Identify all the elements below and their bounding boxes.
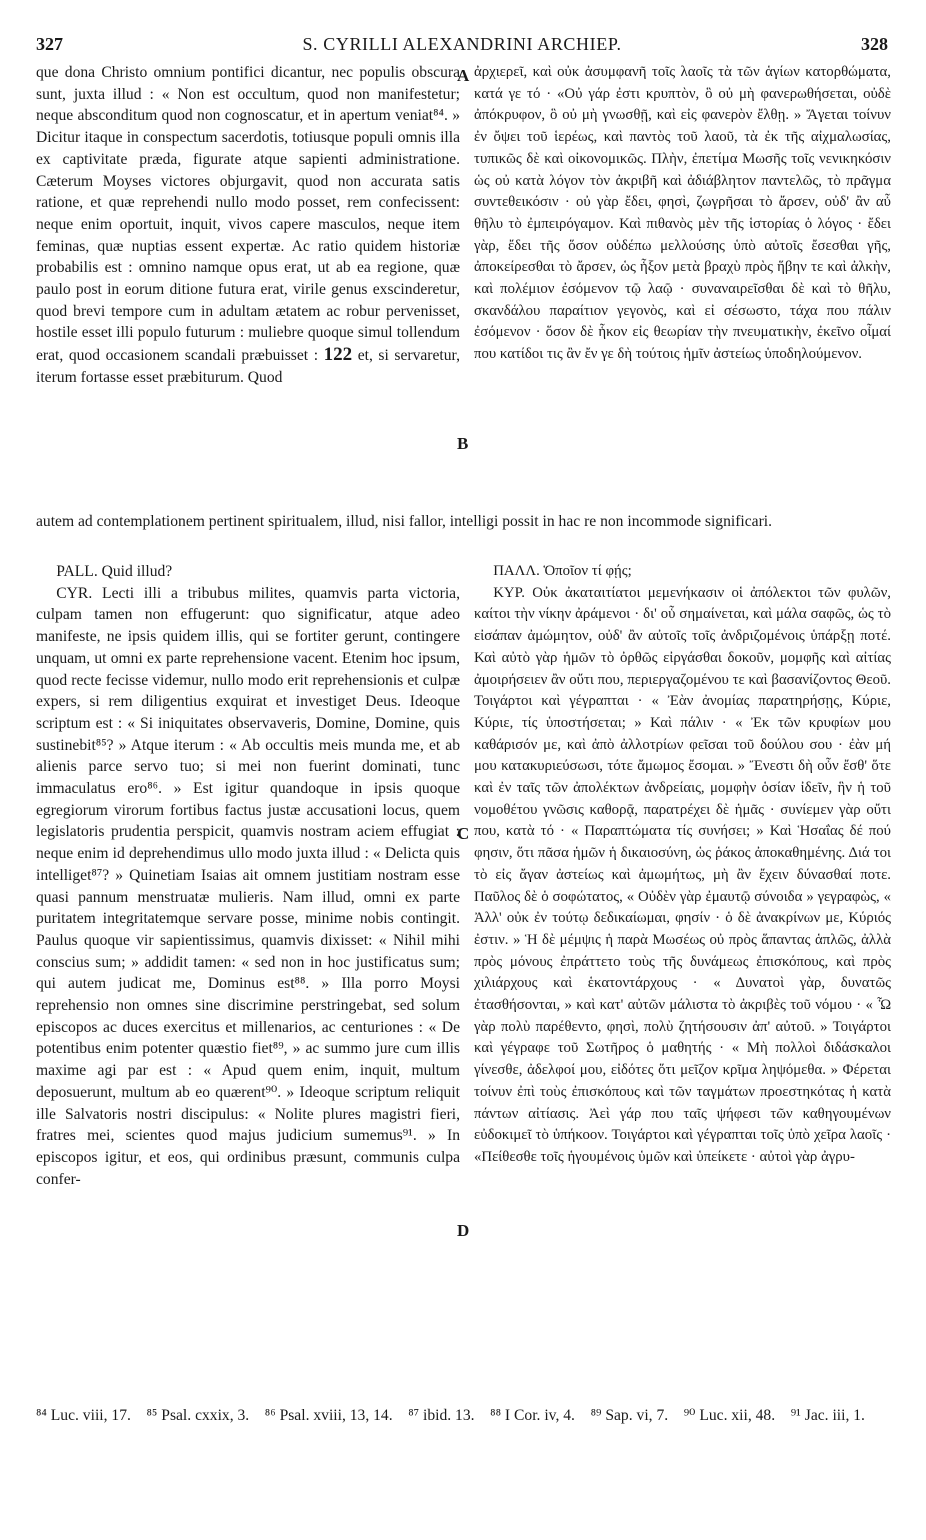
greek-column-top [474,62,891,366]
edition-page-number: 122 [323,344,353,366]
section-marker-a: A [457,66,470,85]
footnote: ⁸⁸ I Cor. iv, 4. [490,1407,575,1424]
speaker-pall: PALL. [56,563,98,580]
speaker-cyr-greek: ΚΥΡ. [493,584,525,601]
footnote: ⁹¹ Jac. iii, 1. [790,1407,865,1424]
speaker-cyr: CYR. [56,584,93,602]
latin-full-width-line: autem ad contemplationem pertinent spiritualem, illud, nisi fallor, intelligi possit in hac re non incommode significari. [36,513,773,530]
greek-cyr-paragraph: ΚΥΡ. Οὐκ ἀκαταιτίατοι μεμενήκασιν οἱ ἀπόλεκτοι τῶν φυλῶν, καίτοι τὴν νίκην ἀράμενοι · δι' οὗ σημαίνεται, καὶ μάλα σαφῶς, ὡς τὸ εἰσάπαν ἀμώμητον, οὐδ' ἂν αὐτοῖς τοῖς ἀνδριζομένοις ὑπάρξῃ ποτέ. Καὶ αὐτὸ γὰρ ἡμῶν τὸ ὀρθῶς εἰργάσθαι δοκοῦν, μομφῆς καὶ αἰτίας ἀμοιρήσειεν ἂν οὔτι που, περιεργαζομένου τε καὶ βασανίζοντος Θεοῦ. Τοιγάρτοι καὶ γέγραπται · « Ἐὰν ἀνομίας παρατηρήσῃς, Κύριε, Κύριε, τίς ὑποστήσεται; » Καὶ πάλιν · « Ἐκ τῶν κρυφίων μου καθάρισόν με, καὶ ἀπὸ ἀλλοτρίων φεῖσαι τοῦ δούλου σου · ἐὰν μή μου κατακυριεύσωσι, τότε ἄμωμος ἔσομαι. » Ἔνεστι δὴ οὖν ἔσθ' ὅτε καὶ ἐν ταῖς τῶν ἀπολέκτων ἀνδρείαις, μομφὴν ὁσίαν ἰδεῖν, ἣν ἡ τοῦ νομοθέτου γνῶσις καθορᾷ, παρατρέχει δὲ ἡμᾶς · συνίεμεν γὰρ οὔτι που, κατὰ τό · « Παραπτώματα τίς συνήσει; » Καὶ Ἡσαΐας δέ πού φησιν, ὅτι πᾶσα ἡμῶν ἡ δικαιοσύνη, ὡς ῥάκος ἀποκαθημένης. Διά τοι τὸ εἰς ἄγαν ἀστείως καὶ ἀμωμήτως, μὴ ἂν ἔχειν δύνασθαί ποτε. Παῦλος δὲ ὁ σοφώτατος, « Οὐδὲν γὰρ ἐμαυτῷ σύνοιδα » γεγραφὼς, « Ἀλλ' οὐκ ἐν τούτῳ δεδικαίωμαι, φησίν · ὁ δὲ ἀνακρίνων με, Κύριός ἐστιν. » Ἡ δὲ μέμψις ἡ παρὰ Μωσέως οὐ πρὸς ἅπαντας ἁπλῶς, ἀλλὰ πρὸς μόνους ἐπράττετο τοὺς τῆς δυνάμεως ἐπισκόπους, καὶ πρὸς χιλιάρχους καὶ ἑκατοντάρχους · « Δυνατοὶ γὰρ, δυνατῶς ἐτασθήσονται, » καὶ κατ' αὐτῶν μάλιστα τὸ ἀκριβὲς τοῦ νόμου · « Ὧ γὰρ πολὺ παρέθεντο, φησὶ, πολὺ ζητήσουσιν ἀπ' αὐτοῦ. » Τοιγάρτοι καὶ γέγραφε τοῦ Σωτῆρος ὁ μαθητής · « Μὴ πολλοὶ διδάσκαλοι γίνεσθε, ἀδελφοί μου, εἰδότες ὅτι μεῖζον κρῖμα ληψόμεθα. » Φέρεται τοίνυν ἐπὶ τοὺς ἐπισκόπους καὶ τῶν ταγμάτων προεστηκότας ἡ κατὰ πάντων αἰτίασις. Ἀεὶ γάρ που ταῖς ψήφεσι τῶν καθηγουμένων εὐδοκιμεῖ τὸ ὑπήκοον. Τοιγάρτοι καὶ γέγραπται τοῖς ὑπὸ χεῖρα λαοῖς · «Πείθεσθε τοῖς ἡγουμένοις ὑμῶν καὶ ὑπείκετε · αὐτοὶ γὰρ ἀγρυ- [474,584,891,1165]
latin-column-top [36,62,460,389]
page-header [36,32,888,56]
section-marker-b: B [457,434,469,453]
latin-column-dialogue [36,561,460,1190]
footnote: ⁸⁹ Sap. vi, 7. [590,1407,669,1424]
footnotes [36,1405,896,1426]
greek-column-dialogue [474,561,891,1169]
page-number-right: 328 [861,34,888,54]
footnote: ⁹⁰ Luc. xii, 48. [683,1407,776,1424]
running-title: S. CYRILLI ALEXANDRINI ARCHIEP. [302,34,622,54]
latin-paragraph-1: que dona Christo omnium pontifici dicantur, nec populis obscura sunt, juxta illud : « Non est occultum, quod non manifestetur; neque absconditum quod non cognoscatur, et in apertum veniat⁸⁴. » Dicitur itaque in conspectum sacerdotis, totiusque populi omnis illa ex captivitate præda, figurate atque sapienti administratione. Cæterum Moyses victores objurgavit, quod non accurata satis ratione, et quæ reprehendi nullo modo posset, rem confecissent: neque enim oportuit, inquit, vivos capere masculos, neque item feminas, quæ nuptias essent expertæ. Ac ratio quidem historiæ probabilis est : omnino namque opus erat, ut ab ea regione, quæ paulo post in eorum ditione futura erat, virile genus exscinderetur, quod brevi tempore cum in adultam ætatem ac robur pervenisset, hostile esset illi populo futurum : muliebre quoque simul tollendum erat, quod occasionem scandali præbuisset : 122 et, si servaretur, iterum fortasse esset præbiturum. Quod [36,64,461,386]
greek-pall-line: ΠΑΛΛ. Ὁποῖον τί φῄς; [493,563,632,579]
speaker-pall-greek: ΠΑΛΛ. [493,563,540,579]
latin-pall-line: PALL. Quid illud? [56,563,173,580]
section-marker-d: D [457,1221,470,1240]
greek-paragraph-1: ἀρχιερεῖ, καὶ οὐκ ἀσυμφανῆ τοῖς λαοῖς τὰ τῶν ἁγίων κατορθώματα, κατά γε τό · «Οὐ γάρ ἐστι κρυπτὸν, ὃ οὐ μὴ φανερωθήσεται, οὐδὲ ἀπόκρυφον, ὃ οὐ μὴ γνωσθῇ, καὶ εἰς φανερὸν ἔλθῃ. » Ἄγεται τοίνυν ἐν ὄψει τοῦ ἱερέως, καὶ παντὸς τοῦ λαοῦ, τὰ ἐκ τῆς αἰχμαλωσίας, τυπικῶς δὲ καὶ οἰκονομικῶς. Πλὴν, ἐπετίμα Μωσῆς τοῖς νενικηκόσιν ὡς οὐ κατὰ λόγον τὸν ἀκριβῆ καὶ ἀδιάβλητον παντελῶς, τὸ πρᾶγμα συντεθεικόσιν · οὐ γὰρ ἔδει, φησὶ, ζωγρῆσαι τὸ ἄρσεν, οὐδ' ἂν αὖ θῆλυ τὸ ἐμπειρόγαμον. Καὶ πιθανὸς μὲν τῆς ἱστορίας ὁ λόγος · ἔδει γὰρ, ἔδει τῆς ὅσον οὐδέπω μελλούσης ὑπὸ αὐτοῖς ἔσεσθαι γῆς, ἀποκείρεσθαι τὸ ἄρσεν, ὡς ἧξον μετὰ βραχὺ πρὸς ἥβην τε καὶ ἀλκὴν, καὶ πολέμιον ἐσόμενον τῷ λαῷ · συναναιρεῖσθαι δὲ καὶ τὸ θῆλυ, σκανδάλου παραίτιον γεγονὸς, καὶ εἰ σέσωστο, τάχα που πάλιν ἐσόμενον · ὅσον δὲ ἧκον εἰς θεωρίαν τὴν πνευματικὴν, ἐκεῖνο οἶμαί που κατίδοι τις ἂν ἔν γε δὴ τούτοις ἡμῖν ἀστείως ὑποδηλούμενον. [474,64,891,363]
footnote: ⁸⁵ Psal. cxxix, 3. [146,1407,250,1424]
page-number-left: 327 [36,34,63,54]
footnote: ⁸⁷ ibid. 13. [408,1407,475,1424]
latin-cyr-paragraph: CYR. Lecti illi a tribubus milites, quamvis parta victoria, culpam tamen non effugerunt: quo significatur, atque adeo manifeste, ne ipsis quidem illis, qui se fortiter gerunt, contingere unquam, ut omni ex parte reprehensione vacent. Etenim hoc ipsum, quod recte fecisse videmur, nullo modo erit reprehensionis et culpæ expers, si rem diligentius exquirat et investiget Deus. Ideoque scriptum est : « Si iniquitates observaveris, Domine, Domine, quis sustinebit⁸⁵? » Atque iterum : « Ab occultis meis munda me, et ab alienis parce servo tuo; si mei non fuerint dominati, tunc immaculatus ero⁸⁶. » Est igitur quandoque in ipsis quoque egregiorum virorum fortibus factus justæ accusationi locus, quem legislatoris prudentia perspicit, quamvis nostram aciem effugiat : neque enim id deprehendimus ullo modo juxta illud : « Delicta quis intelliget⁸⁷? » Quinetiam Isaias ait omnem justitiam nostram esse quasi pannum menstruatæ mulieris. Nam illud, omni ex parte puritatem integritatemque servare posse, minime nobis contingit. Paulus quoque vir sapientissimus, quamvis dixisset: « Nihil mihi conscius sum; » addidit tamen: « sed non in hoc justificatus sum; qui autem judicat me, Dominus est⁸⁸. » Illa porro Moysi reprehensio non omnes sine discrimine perstringebat, sed solum episcopos ac duces exercitus et millenarios, ac centuriones : « De potentibus enim potenter quæstio fiet⁸⁹, » ac summo jure cum illis maxime agi par est : « Apud quem enim, inquit, multum deposuerunt, multum ab eo quærent⁹⁰. » Ideoque scriptum reliquit ille Salvatoris nostri discipulus: « Nolite plures magistri fieri, fratres mei, scientes quod majus judicium sumemus⁹¹. » In episcopos igitur, et eos, qui ordinibus præsunt, communis culpa confer- [36,584,460,1188]
section-marker-c: C [457,824,470,843]
footnote: ⁸⁶ Psal. xviii, 13, 14. [264,1407,393,1424]
footnote: ⁸⁴ Luc. viii, 17. [36,1407,131,1424]
